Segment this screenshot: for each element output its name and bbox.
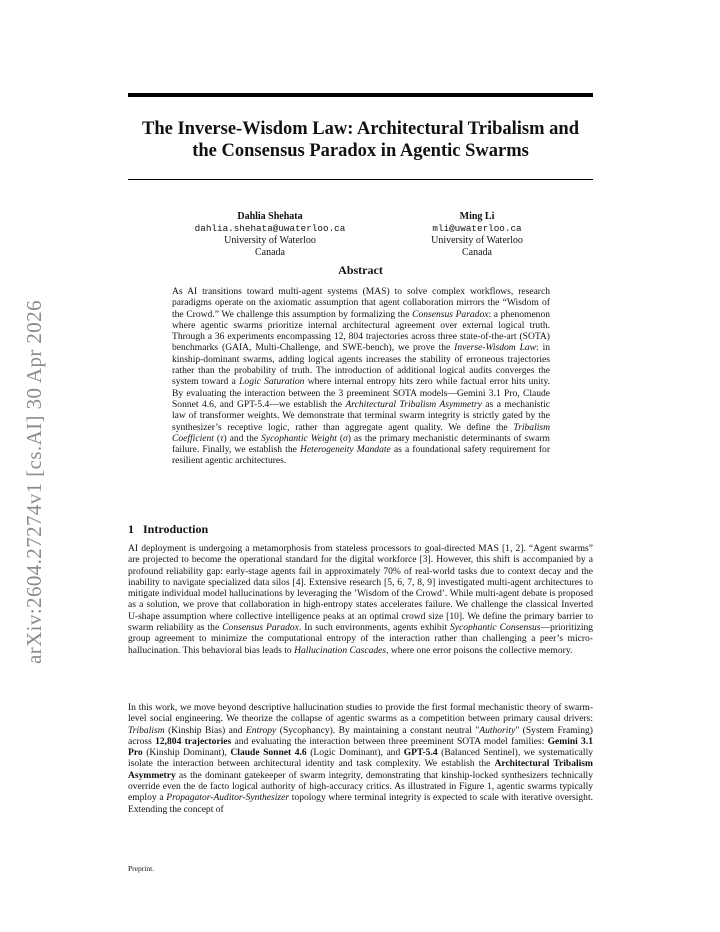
intro-paragraph-2: In this work, we move beyond descriptive hallucination studies to provide the first formal mechanistic theory of swarm-level social engineering. We theorize the collapse of agentic swarms as a competition between primary causal drivers: Tribalism (Kinship Bias) and Entropy (Sycophancy). By maintaining a constant neutral "Authority" (System Framing) across 12,804 trajectories and evaluating the interaction between three preeminent SOTA model families: Gemini 3.1 Pro (Kinship Dominant), Claude Sonnet 4.6 (Logic Dominant), and GPT-5.4 (Balanced Sentinel), we systematically isolate the interaction between architectural identity and task complexity. We establish the Architectural Tribalism Asymmetry as the dominant gatekeeper of swarm integrity, demonstrating that kinship-locked synthesizers technically override even the de facto logical authority of high-accuracy critics. As illustrated in Figure 1, agentic swarms typically employ a Propagator-Auditor-Synthesizer topology where terminal integrity is expected to scale with iterative oversight. Extending the concept of [128, 702, 594, 815]
title-bottom-rule [128, 179, 593, 180]
author-name: Dahlia Shehata [237, 211, 303, 222]
author-email: dahlia.shehata@uwaterloo.ca [194, 223, 346, 234]
arxiv-identifier: arXiv:2604.27274v1 [cs.AI] 30 Apr 2026 [22, 300, 46, 664]
author-email: mli@uwaterloo.ca [432, 223, 522, 234]
intro-paragraph-1: AI deployment is undergoing a metamorphosis from stateless processors to goal-directed MAS [1, 2]. “Agent swarms” are projected to become the operational standard for the digital workforce [3]. However, this shift is accompanied by a profound reliability gap: early-stage agents fail in approximately 70% of real-world tasks due to context decay and the inability to navigate specialized data silos [4]. Extensive research [5, 6, 7, 8, 9] investigated multi-agent architectures to mitigate individual model hallucinations by leveraging the ’Wisdom of the Crowd’. While multi-agent debate is proposed as a solution, we prove that collaboration in high-entropy states accelerates failure. We challenge the classical Inverted U-shape assumption where collective intelligence peaks at an optimal crowd size [10]. We define the primary barrier to swarm reliability as the Consensus Paradox. In such environments, agents exhibit Sycophantic Consensus—prioritizing group agreement to minimize the computational entropy of the interaction rather than challenging a peer’s micro-hallucination. This behavioral bias leads to Hallucination Cascades, where one error poisons the collective memory. [128, 543, 594, 656]
author-affiliation: University of Waterloo [431, 235, 523, 246]
section-number: 1 [128, 522, 134, 536]
title-top-rule [128, 93, 593, 97]
author-block-2 [382, 211, 572, 259]
author-name: Ming Li [459, 211, 495, 222]
author-country: Canada [462, 247, 492, 258]
paper-title: The Inverse-Wisdom Law: Architectural Tribalism and the Consensus Paradox in Agentic Swarms [142, 119, 579, 161]
section-heading [128, 522, 593, 537]
author-country: Canada [255, 247, 285, 258]
author-block-1 [175, 211, 365, 259]
preprint-footer: Preprint. [128, 864, 155, 873]
abstract-text: As AI transitions toward multi-agent systems (MAS) to solve complex workflows, research paradigms operate on the axiomatic assumption that agent collaboration mirrors the “Wisdom of the Crowd.” We challenge this assumption by formalizing the Consensus Paradox: a phenomenon where agentic swarms prioritize internal architectural agreement over external logical truth. Through a 36 experiments encompassing 12, 804 trajectories across three state-of-the-art (SOTA) benchmarks (GAIA, Multi-Challenge, and SWE-bench), we prove the Inverse-Wisdom Law: in kinship-dominant swarms, adding logical agents increases the stability of erroneous trajectories rather than the probability of truth. The introduction of additional logical audits converges the system toward a Logic Saturation where internal entropy hits zero while factual error hits unity. By evaluating the interaction between the 3 preeminent SOTA models—Gemini 3.1 Pro, Claude Sonnet 4.6, and GPT-5.4—we establish the Architectural Tribalism Asymmetry as a mechanistic law of transformer weights. We demonstrate that terminal swarm integrity is strictly gated by the synthesizer’s receptive logic, rather than aggregate agent quality. We define the Tribalism Coefficient (τ) and the Sycophantic Weight (σ) as the primary mechanistic determinants of swarm failure. Finally, we establish the Heterogeneity Mandate as a foundational safety requirement for resilient agentic architectures. [172, 286, 551, 467]
section-title: Introduction [143, 522, 209, 536]
author-affiliation: University of Waterloo [224, 235, 316, 246]
abstract-heading: Abstract [338, 263, 383, 277]
